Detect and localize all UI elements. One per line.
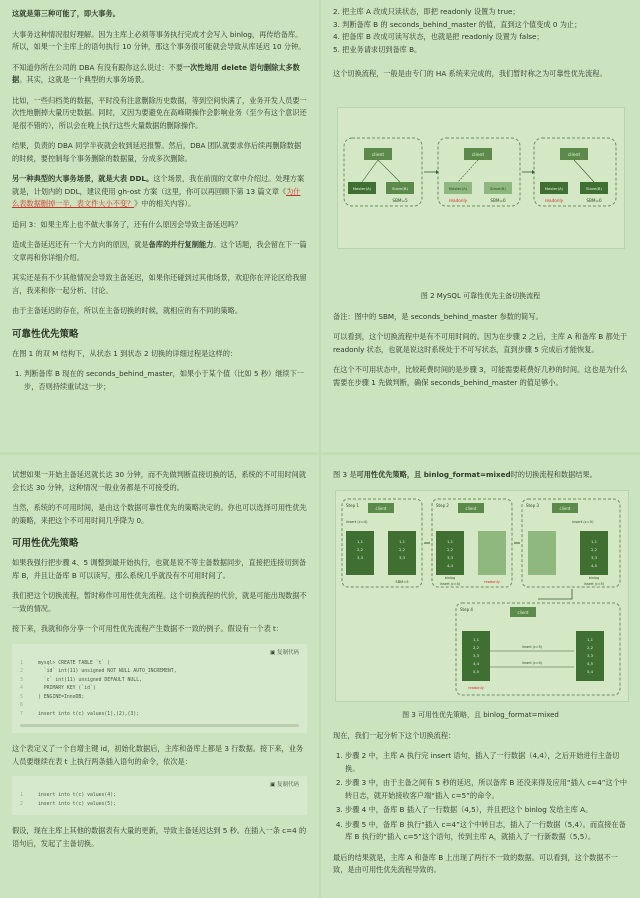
code-line: 4 PRIMARY KEY (`id`) [20, 685, 299, 694]
row-cell: 5,5 [472, 668, 480, 674]
row-cell: 2,2 [356, 546, 364, 552]
paragraph: 当然，系统的不可用时间，是由这个数据可靠性优先的策略决定的。你也可以选择可用性优先的策略，来把这个不可用时间几乎降为 0。 [12, 503, 307, 525]
paragraph: 假设，现在主库上其他的数据表有大量的更新，导致主备延迟达到 5 秒。在插入一条 c=4 的语句后，发起了主备切换。 [12, 826, 307, 848]
paragraph: 接下来，我就和你分享一个可用性优先流程产生数据不一致的例子。假设有一个表 t： [12, 624, 284, 633]
step-label: Step 4 [460, 606, 473, 612]
code-line: 1 mysql> CREATE TABLE `t` ( [20, 660, 299, 669]
list-item: 1. 步骤 2 中，主库 A 执行完 insert 语句，插入了一行数据（4,4），之后开始进行主备切换。 [345, 750, 628, 775]
binlog-label: insert (c=4) [439, 581, 461, 586]
row-cell: 4,5 [586, 660, 594, 666]
step-label: Step 2 [436, 502, 449, 508]
paragraph: 这就是第三种可能了，即大事务。 [12, 9, 120, 18]
row-cell: 4,5 [590, 562, 598, 568]
paragraph: 在图 1 的双 M 结构下，从状态 1 到状态 2 切换的详细过程是这样的： [12, 348, 238, 358]
code-block [12, 644, 307, 734]
code-text: insert into t(c) values(5); [38, 801, 116, 807]
row-cell: 3,3 [356, 554, 364, 560]
text: 时的切换流程和数据结果。 [510, 470, 597, 479]
code-text: `id` int(11) unsigned NOT NULL AUTO_INCREMENT, [38, 669, 177, 674]
paragraph: 由于主备延迟的存在，所以在主备切换的时候，就相应的有不同的策略。 [12, 306, 243, 315]
client-label: client [371, 152, 385, 158]
step-label: Step 3 [526, 502, 539, 508]
text: 。这个话题，我会留在下一篇文章再和你详细介绍。 [12, 240, 307, 262]
row-cell: 5,4 [586, 668, 594, 674]
text: 这个场景，我在前面的文章中介绍过。处理方案就是，计划内的 DDL，建议使用 gh-ost 方案（这里，你可以再回顾下第 13 篇文章《 [12, 174, 305, 196]
paragraph [12, 62, 307, 87]
sbm-label: SBM=5 [395, 579, 409, 584]
paragraph: 大事务这种情况很好理解。因为主库上必须等事务执行完成才会写入 binlog，再传给备库。所以，如果一个主库上的语句执行 10 分钟，那这个事务很可能就会导致从库延迟 10 分钟。 [12, 29, 306, 51]
sbm-label: SBM=5 [392, 197, 408, 203]
figure-2-diagram [337, 107, 625, 249]
paragraph: 在这个不可用状态中，比较耗费时间的是步骤 3，可能需要耗费好几秒的时间。这也是为什么需要在步骤 1 先做判断，确保 seconds_behind_master 的值足够小。 [333, 365, 628, 387]
master-node-label: Master(A) [352, 185, 372, 191]
binlog-label: binlog [444, 575, 456, 580]
bold-text: 一次性地用 delete 语句删除太多数据 [12, 62, 300, 84]
client-label: client [465, 505, 477, 511]
code-line: 7 insert into t(c) values(1),(2),(3); [20, 711, 299, 720]
paragraph [333, 469, 628, 482]
step-list [333, 6, 628, 56]
row-cell: 1,1 [398, 538, 406, 544]
row-cell: 1,1 [472, 636, 480, 642]
copy-code-button[interactable]: ▣ 复制代码 [270, 782, 299, 788]
code-text: PRIMARY KEY (`id`) [38, 686, 96, 691]
figure-caption: 图 2 MySQL 可靠性优先主备切换流程 [420, 291, 541, 300]
row-cell: 2,2 [586, 644, 594, 650]
bold-text: 备库的并行复制能力 [148, 240, 214, 249]
text: 。其实，这就是一个典型的大事务场景。 [19, 75, 149, 84]
article-section-bottom-left [0, 455, 319, 898]
client-label: client [559, 505, 571, 511]
text: 》中的相关内容）。 [134, 199, 196, 208]
row-cell: 4,4 [446, 562, 454, 568]
list-item: 4. 步骤 5 中，备库 B 执行“插入 c=4”这个中转日志，插入了一行数据（5,4）。而直接在备库 B 执行的“插入 c=5”这个语句，传到主库 A，就插入了一行新数据（5,5）。 [345, 819, 628, 844]
code-text: insert into t(c) values(1),(2),(3); [38, 711, 140, 717]
code-line: 2 `id` int(11) unsigned NOT NULL AUTO_INCREMENT, [20, 668, 299, 677]
insert-label: insert (c=5) [572, 519, 594, 524]
binlog-label: binlog [588, 575, 600, 580]
copy-code-label: 复制代码 [276, 782, 299, 788]
client-label: client [471, 152, 485, 158]
row-cell: 3,3 [398, 554, 406, 560]
step-list [12, 368, 307, 393]
code-line: 5 ) ENGINE=InnoDB; [20, 694, 299, 703]
client-label: client [567, 152, 581, 158]
readonly-label: readonly [448, 197, 468, 203]
paragraph: 最后的结果就是，主库 A 和备库 B 上出现了两行不一致的数据。可以看到，这个数据不一致，是由可用性优先流程导致的。 [333, 852, 618, 874]
article-section-bottom-right [321, 455, 640, 898]
paragraph [12, 173, 307, 211]
availability-switch-diagram [336, 491, 628, 701]
bold-text: 可用性优先策略，且 binlog_format=mixed [356, 470, 511, 479]
text: 造成主备延迟还有一个大方向的原因，就是 [12, 240, 149, 249]
code-text: ) ENGINE=InnoDB; [38, 694, 85, 700]
row-cell: 3,3 [590, 554, 598, 560]
paragraph: 备注：图中的 SBM，是 seconds_behind_master 参数的简写。 [333, 311, 543, 321]
master-node-label: Master(A) [448, 185, 468, 191]
paragraph: 试想如果一开始主备延迟就长达 30 分钟，而不先做判断直接切换的话，系统的不可用时间就会长达 30 分钟，这种情况一般业务都是不可接受的。 [12, 470, 307, 492]
code-text: `c` int(11) unsigned DEFAULT NULL, [38, 677, 142, 683]
text: 不知道你所在公司的 DBA 有没有跟你这么说过：不要 [12, 62, 183, 72]
copy-code-button[interactable]: ▣ 复制代码 [270, 649, 299, 656]
row-cell: 3,3 [472, 652, 480, 658]
code-line: 2 insert into t(c) values(5); [20, 801, 299, 810]
code-text: mysql> CREATE TABLE `t` ( [38, 660, 111, 666]
article-link[interactable]: 为什么表数据删掉一半，表文件大小不变？ [12, 186, 301, 208]
section-heading: 可靠性优先策略 [12, 328, 79, 340]
code-text: insert into t(c) values(4); [38, 793, 116, 798]
list-item: 3. 步骤 4 中，备库 B 插入了一行数据（4,5），并且把这个 binlog 发给主库 A。 [345, 804, 628, 817]
row-cell: 1,1 [356, 538, 364, 544]
paragraph: 这个切换流程，一般是由专门的 HA 系统来完成的，我们暂时称之为可靠性优先流程。 [333, 69, 607, 78]
binlog-label: insert (c=5) [583, 581, 605, 586]
list-item: 2. 步骤 3 中，由于主备之间有 5 秒的延迟，所以备库 B 还没来得及应用“插入 c=4”这个中转日志，就开始接收客户端“插入 c=5”的命令。 [345, 777, 628, 802]
copy-code-label: 复制代码 [276, 649, 299, 656]
row-cell: 3,3 [586, 652, 594, 658]
paragraph: 如果我强行把步骤 4、5 调整到最开始执行，也就是说不等主备数据同步，直接把连接切到备库 B，并且让备库 B 可以读写，那么系统几乎就没有不可用时间了。 [12, 558, 307, 580]
bold-text: 另一种典型的大事务场景，就是大表 DDL。 [12, 174, 154, 183]
paragraph [12, 239, 307, 264]
code-line: 3 `c` int(11) unsigned DEFAULT NULL, [20, 677, 299, 686]
section-heading: 可用性优先策略 [12, 538, 79, 549]
step-label: Step 1 [346, 502, 359, 508]
row-cell: 2,2 [398, 546, 406, 552]
master-node-label: Master(A) [544, 185, 564, 191]
row-cell: 1,1 [586, 636, 594, 642]
sbm-label: SBM=0 [490, 197, 506, 203]
paragraph: 这个表定义了一个自增主键 id，初始化数据后，主库和备库上都是 3 行数据。接下来，业务人员要继续在表 t 上执行两条插入语句的命令，依次是： [12, 744, 304, 766]
readonly-label: readonly [544, 197, 564, 203]
readonly-label: readonly [468, 685, 484, 690]
client-label: client [375, 505, 387, 511]
list-item: 2. 把主库 A 改成只读状态，即把 readonly 设置为 true； [333, 7, 520, 16]
horizontal-scrollbar[interactable] [20, 724, 299, 727]
insert-label: insert (c=4) [346, 519, 368, 524]
code-line: 6 [20, 703, 23, 708]
figure-caption: 图 3 可用性优先策略，且 binlog_format=mixed [402, 710, 559, 719]
switchover-diagram [338, 108, 624, 248]
paragraph: 可以看到，这个切换流程中是有不可用时间的。因为在步骤 2 之后，主库 A 和备库 B 都处于 readonly 状态，也就是说这时系统处于不可写状态，直到步骤 5 完成后才能恢复。 [333, 332, 628, 354]
step-list [333, 750, 628, 844]
row-cell: 1,1 [590, 538, 598, 544]
article-section-top-left [0, 0, 319, 452]
list-item: 3. 判断备库 B 的 seconds_behind_master 的值，直到这个值变成 0 为止； [333, 19, 582, 29]
paragraph: 我们把这个切换流程，暂时称作可用性优先流程。这个切换流程的代价，就是可能出现数据不一致的情况。 [12, 591, 307, 613]
paragraph: 比如，一些归档类的数据，平时没有注意删除历史数据，等到空间快满了，业务开发人员要一次性地删掉大量历史数据。同时，又因为要避免在高峰期操作会影响业务（至少有这个意识还是很不错的），所以会在晚上执行这些大量数据的删除操作。 [12, 95, 307, 130]
paragraph: 其实还是有不少其他情况会导致主备延迟，如果你还碰到过其他场景，欢迎你在评论区给我留言，我来和你一起分析、讨论。 [12, 273, 307, 295]
client-label: client [517, 609, 529, 615]
readonly-label: readonly [484, 579, 500, 584]
list-item: 4. 把备库 B 改成可读写状态，也就是把 readonly 设置为 false； [333, 32, 544, 41]
code-block [12, 776, 307, 815]
row-cell: 2,2 [446, 546, 454, 552]
paragraph: 结果，负责的 DBA 同学半夜就会收到延迟报警。然后，DBA 团队就要求你后续再删除数据的时候，要控制每个事务删除的数据量，分成多次删除。 [12, 141, 302, 163]
row-cell: 3,3 [446, 554, 454, 560]
list-item: 5. 把业务请求切到备库 B。 [333, 44, 422, 54]
row-cell: 2,2 [472, 644, 480, 650]
binlog-label: insert (c=5) [521, 644, 543, 649]
article-section-top-right [321, 0, 640, 452]
row-cell: 4,4 [472, 660, 480, 666]
slave-node-label: Slave(B) [586, 185, 602, 191]
sbm-label: SBM=0 [586, 197, 602, 203]
binlog-label: insert (c=4) [521, 660, 543, 665]
row-cell: 1,1 [446, 538, 454, 544]
paragraph: 现在，我们一起分析下这个切换流程： [333, 730, 456, 740]
figure-3-diagram [335, 490, 629, 702]
slave-node-label: Slave(B) [490, 185, 506, 191]
code-line: 1 insert into t(c) values(4); [20, 792, 299, 801]
list-item: 1. 判断备库 B 现在的 seconds_behind_master，如果小于某个值（比如 5 秒）继续下一步，否则持续重试这一步； [24, 368, 307, 393]
row-cell: 2,2 [590, 546, 598, 552]
text: 图 3 是 [333, 470, 357, 479]
slave-node-label: Slave(B) [392, 185, 408, 191]
paragraph: 追问 3：如果主库上也不做大事务了，还有什么原因会导致主备延迟吗？ [12, 219, 242, 229]
